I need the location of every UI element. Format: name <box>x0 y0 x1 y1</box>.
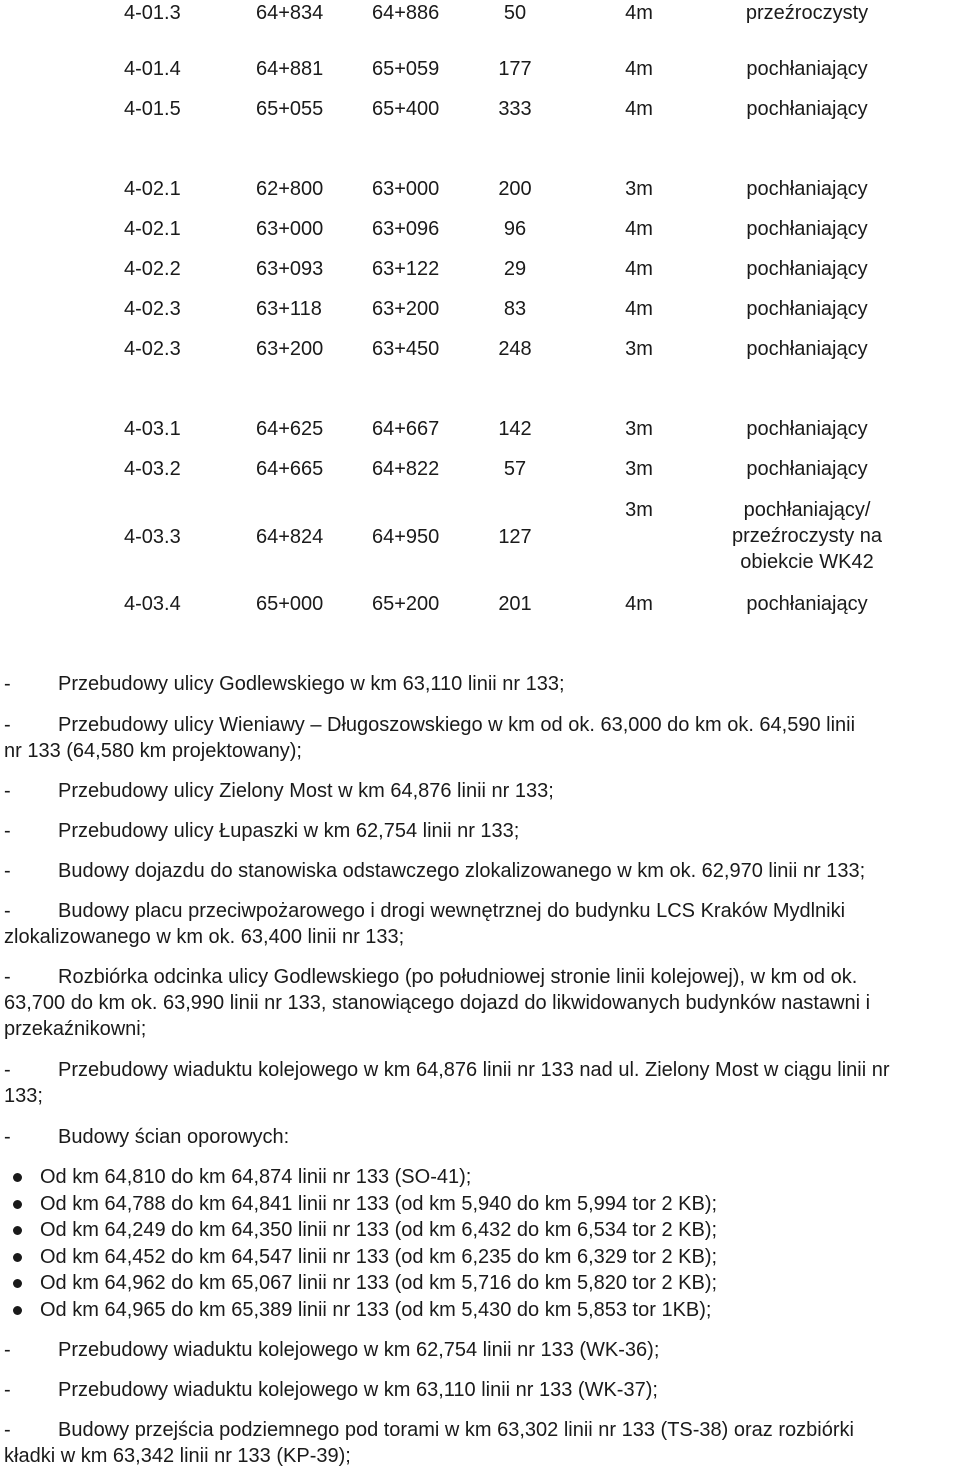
bullet-text: Od km 64,452 do km 64,547 linii nr 133 (od km 6,235 do km 6,329 tor 2 KB); <box>40 1245 718 1268</box>
bullet-icon <box>13 1226 22 1235</box>
dash-marker: - <box>4 714 11 736</box>
bullet-icon <box>13 1306 22 1315</box>
table-cell: 65+055 <box>256 98 324 120</box>
dash-marker: - <box>4 780 11 802</box>
table-cell: 4-02.3 <box>124 298 181 320</box>
table-cell: 64+822 <box>372 458 440 480</box>
bullet-icon <box>13 1173 22 1182</box>
bullet-icon <box>13 1279 22 1288</box>
table-cell: 63+118 <box>256 298 322 320</box>
table-cell-line: pochłaniający/ <box>743 499 871 521</box>
table-cell: 83 <box>503 298 527 320</box>
table-cell: pochłaniający <box>746 58 868 80</box>
table-cell-multiline <box>712 497 902 575</box>
table-cell: pochłaniający <box>746 418 868 440</box>
table-cell: 65+059 <box>372 58 440 80</box>
table-cell: 64+824 <box>256 526 324 548</box>
item-text: Budowy ścian oporowych: <box>58 1126 290 1148</box>
bullet-item <box>0 1270 960 1297</box>
table-cell: 4m <box>625 2 653 24</box>
list-item <box>4 712 956 764</box>
dash-marker: - <box>4 1379 11 1401</box>
table-cell: 4-03.1 <box>124 418 181 440</box>
item-text: Przebudowy wiaduktu kolejowego w km 63,110 linii nr 133 (WK-37); <box>58 1379 658 1401</box>
table-row <box>0 256 960 282</box>
bullet-list <box>0 1164 960 1323</box>
table-cell: pochłaniający <box>746 458 868 480</box>
dash-marker: - <box>4 1126 11 1148</box>
table-cell: 29 <box>503 258 527 280</box>
bullet-text: Od km 64,810 do km 64,874 linii nr 133 (SO-41); <box>40 1166 472 1188</box>
item-text: nr 133 (64,580 km projektowany); <box>4 740 302 762</box>
item-text: Przebudowy ulicy Wieniawy – Długoszowskiego w km od ok. 63,000 do km ok. 64,590 linii <box>58 714 856 736</box>
table-cell: 65+200 <box>372 593 440 615</box>
table-cell: pochłaniający <box>746 98 868 120</box>
table-cell: pochłaniający <box>746 178 868 200</box>
table-cell-line: obiekcie WK42 <box>740 551 874 573</box>
list-item <box>4 1377 956 1403</box>
table-row <box>0 416 960 442</box>
dash-marker: - <box>4 673 11 695</box>
table-cell: 3m <box>625 458 653 480</box>
table-cell: 4m <box>625 218 653 240</box>
item-text: zlokalizowanego w km ok. 63,400 linii nr 133; <box>4 926 405 948</box>
table-cell-line: przeźroczysty na <box>731 525 883 547</box>
item-text: przekaźnikowni; <box>4 1018 147 1040</box>
table-cell: 4m <box>625 298 653 320</box>
table-cell: 64+950 <box>372 526 440 548</box>
table-cell: 4m <box>625 258 653 280</box>
table-row <box>0 456 960 482</box>
table-cell: pochłaniający <box>746 298 868 320</box>
table-cell: 64+667 <box>372 418 440 440</box>
table-cell: 50 <box>503 2 527 24</box>
table-cell: 63+122 <box>372 258 440 280</box>
bullet-icon <box>13 1200 22 1209</box>
table-cell: 64+886 <box>372 2 440 24</box>
list-item <box>4 778 956 804</box>
table-cell: pochłaniający <box>746 593 868 615</box>
table-cell: 4-03.4 <box>124 593 181 615</box>
list-item <box>4 671 956 697</box>
bullet-text: Od km 64,962 do km 65,067 linii nr 133 (od km 5,716 do km 5,820 tor 2 KB); <box>40 1272 718 1294</box>
bullet-item <box>0 1297 960 1324</box>
table-cell: 248 <box>498 338 532 360</box>
list-item <box>4 1124 956 1150</box>
table-cell: 4-02.1 <box>124 218 181 240</box>
table-cell: 3m <box>625 338 653 360</box>
table-cell: 142 <box>498 418 532 440</box>
item-text: Rozbiórka odcinka ulicy Godlewskiego (po południowej stronie linii kolejowej), w km od ok. <box>58 966 858 988</box>
table-cell: 65+400 <box>372 98 440 120</box>
table-row <box>0 336 960 362</box>
dash-marker: - <box>4 1339 11 1361</box>
table-cell: 4-03.3 <box>124 526 181 548</box>
table-cell: 57 <box>503 458 527 480</box>
table-cell: 4m <box>625 58 653 80</box>
table-cell: 3m <box>625 178 653 200</box>
list-item <box>4 1057 956 1109</box>
table-cell: 63+000 <box>372 178 440 200</box>
table-cell: 177 <box>498 58 532 80</box>
table-cell: 62+800 <box>256 178 324 200</box>
dash-marker: - <box>4 860 11 882</box>
table-cell: 201 <box>498 593 532 615</box>
table-cell: 65+000 <box>256 593 324 615</box>
dash-marker: - <box>4 820 11 842</box>
table-cell: 63+096 <box>372 218 440 240</box>
table-row <box>0 176 960 202</box>
table-row <box>0 56 960 82</box>
table-cell: 4-01.3 <box>124 2 181 24</box>
dash-marker: - <box>4 966 11 988</box>
list-item <box>4 858 956 884</box>
table-cell: 4m <box>625 593 653 615</box>
table-cell: 64+625 <box>256 418 324 440</box>
item-text: Przebudowy ulicy Godlewskiego w km 63,110 linii nr 133; <box>58 673 565 695</box>
table-cell: 63+093 <box>256 258 324 280</box>
item-text: Przebudowy wiaduktu kolejowego w km 62,754 linii nr 133 (WK-36); <box>58 1339 660 1361</box>
bullet-text: Od km 64,249 do km 64,350 linii nr 133 (od km 6,432 do km 6,534 tor 2 KB); <box>40 1219 718 1241</box>
dash-marker: - <box>4 1059 11 1081</box>
table-cell: 333 <box>498 98 532 120</box>
table-row <box>0 96 960 122</box>
bullet-item <box>0 1164 960 1191</box>
bullet-text: Od km 64,788 do km 64,841 linii nr 133 (od km 5,940 do km 5,994 tor 2 KB); <box>40 1192 718 1215</box>
table-cell: 4-02.2 <box>124 258 181 280</box>
table-cell: pochłaniający <box>746 258 868 280</box>
table-cell: pochłaniający <box>746 218 868 240</box>
table-cell: 4-02.1 <box>124 178 181 200</box>
item-text: 133; <box>4 1085 43 1107</box>
bullet-item <box>0 1217 960 1244</box>
table-cell: 3m <box>625 499 653 521</box>
item-text: Budowy placu przeciwpożarowego i drogi wewnętrznej do budynku LCS Kraków Mydlniki <box>58 900 846 922</box>
dash-marker: - <box>4 900 11 922</box>
table-cell: 96 <box>503 218 527 240</box>
item-text: Budowy dojazdu do stanowiska odstawczego zlokalizowanego w km ok. 62,970 linii nr 133; <box>58 860 866 882</box>
list-item <box>4 898 956 950</box>
table-row <box>0 591 960 617</box>
item-text: Przebudowy ulicy Zielony Most w km 64,876 linii nr 133; <box>58 780 554 802</box>
table-cell: 64+881 <box>256 58 324 80</box>
table-cell: 4-01.5 <box>124 98 181 120</box>
table-cell: pochłaniający <box>746 338 868 360</box>
table-cell: 64+665 <box>256 458 324 480</box>
item-text: Budowy przejścia podziemnego pod torami w km 63,302 linii nr 133 (TS-38) oraz rozbiórki <box>58 1419 854 1441</box>
table-cell: 4m <box>625 98 653 120</box>
table-cell: 63+450 <box>372 338 440 360</box>
list-item <box>4 818 956 844</box>
bullet-text: Od km 64,965 do km 65,389 linii nr 133 (od km 5,430 do km 5,853 tor 1KB); <box>40 1298 712 1321</box>
table-row <box>0 0 960 26</box>
item-text: kładki w km 63,342 linii nr 133 (KP-39); <box>4 1445 351 1467</box>
list-item <box>4 1337 956 1363</box>
table-cell: 63+200 <box>256 338 324 360</box>
table-cell: 63+000 <box>256 218 324 240</box>
item-text: Przebudowy wiaduktu kolejowego w km 64,876 linii nr 133 nad ul. Zielony Most w ciągu linii nr <box>58 1059 890 1081</box>
bullet-icon <box>13 1253 22 1262</box>
table-row <box>0 296 960 322</box>
dash-marker: - <box>4 1419 11 1441</box>
bullet-item <box>0 1244 960 1271</box>
table-cell: 64+834 <box>256 2 324 24</box>
table-cell: 63+200 <box>372 298 440 320</box>
list-item <box>4 964 956 1042</box>
item-text: 63,700 do km ok. 63,990 linii nr 133, stanowiącego dojazd do likwidowanych budynków nastawni i <box>4 992 871 1014</box>
list-item <box>4 1417 956 1469</box>
item-text: Przebudowy ulicy Łupaszki w km 62,754 linii nr 133; <box>58 820 520 842</box>
table-cell: 4-03.2 <box>124 458 181 480</box>
table-cell: 127 <box>498 526 532 548</box>
table-cell: 200 <box>498 178 532 200</box>
table-cell: 3m <box>625 418 653 440</box>
table-cell: przeźroczysty <box>745 2 869 24</box>
table-cell: 4-01.4 <box>124 58 181 80</box>
table-row <box>0 216 960 242</box>
table-cell: 4-02.3 <box>124 338 181 360</box>
bullet-item <box>0 1191 960 1218</box>
